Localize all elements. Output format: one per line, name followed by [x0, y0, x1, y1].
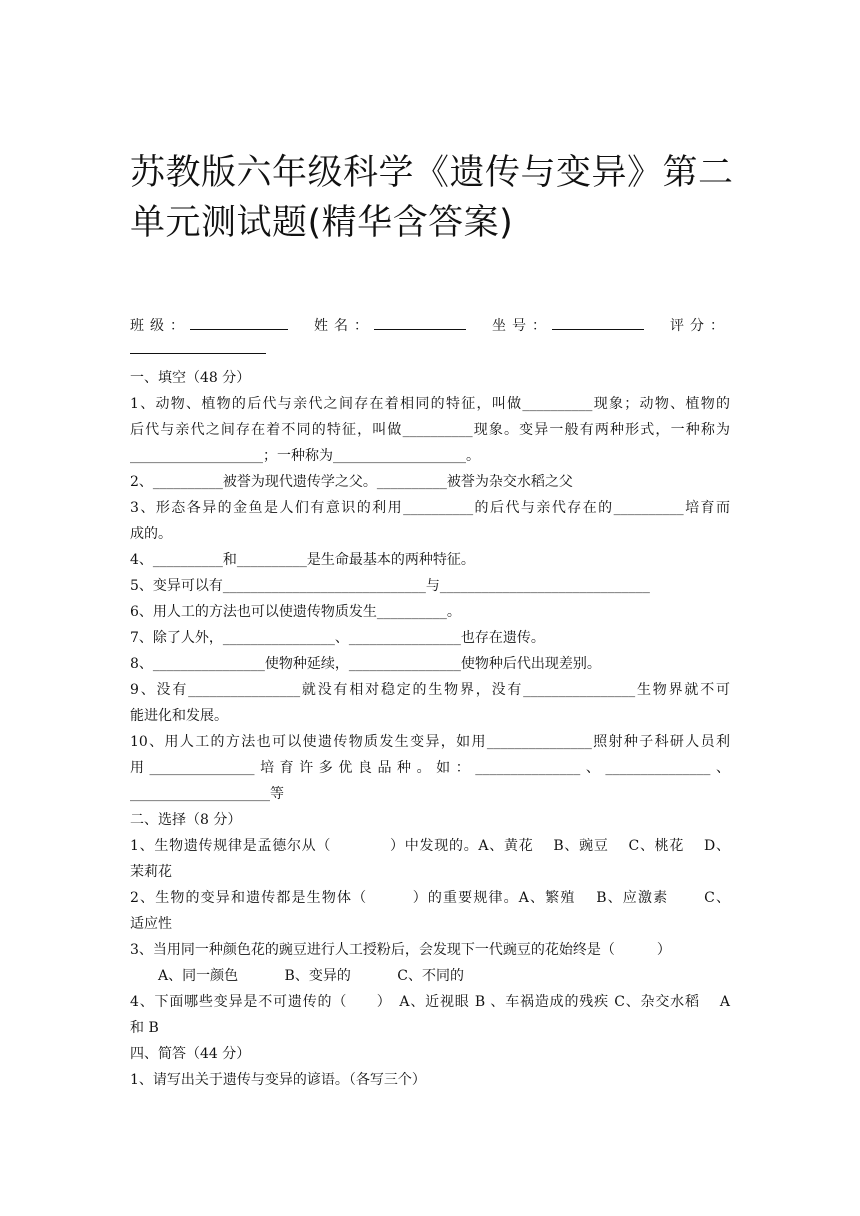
fill-q3-line2: 成的。: [130, 526, 172, 542]
class-field: [130, 313, 288, 339]
choice-q1-line2: 茉莉花: [130, 864, 172, 880]
fill-q10-line1: 10、用人工的方法也可以使遗传物质发生变异，如用_______________照射种子科研人员利: [130, 734, 730, 750]
section-heading-short: 四、简答（44 分）: [130, 1046, 251, 1062]
fill-q5: 5、变异可以有_____________________________与______________________________: [130, 578, 650, 594]
choice-q2-line2: 适应性: [130, 916, 172, 932]
seat-field: [492, 313, 644, 339]
student-info: [130, 313, 730, 354]
fill-q2: 2、__________被誉为现代遗传学之父。__________被誉为杂交水稻之父: [130, 474, 573, 490]
fill-q8: 8、________________使物种延续，________________使物种后代出现差别。: [130, 656, 601, 672]
section-heading-choice: 二、选择（8 分）: [130, 812, 242, 828]
fill-q6: 6、用人工的方法也可以使遗传物质发生__________。: [130, 604, 461, 620]
fill-q1-line1: 1、动物、植物的后代与亲代之间存在着相同的特征，叫做__________现象；动物、植物的: [130, 396, 730, 412]
class-blank: [190, 315, 288, 330]
fill-q10-line3: ____________________等: [130, 786, 284, 802]
score-field: [670, 313, 730, 339]
class-label: 班级：: [130, 318, 190, 334]
name-blank: [374, 315, 466, 330]
title-line-2: 单元测试题(精华含答案): [130, 203, 514, 243]
choice-q4-line2: 和 B: [130, 1020, 159, 1036]
fill-q4: 4、__________和__________是生命最基本的两种特征。: [130, 552, 475, 568]
name-field: [314, 313, 466, 339]
choice-q3-options: A、同一颜色 B、变异的 C、不同的: [158, 968, 465, 984]
fill-q9-line2: 能进化和发展。: [130, 708, 228, 724]
fill-q3-line1: 3、形态各异的金鱼是人们有意识的利用__________的后代与亲代存在的__________培育而: [130, 500, 730, 516]
fill-q1-line2: 后代与亲代之间存在着不同的特征，叫做__________现象。变异一般有两种形式，一种称为: [130, 422, 730, 438]
short-q1: 1、请写出关于遗传与变异的谚语。（各写三个）: [130, 1072, 426, 1088]
section-heading-fill: 一、填空（48 分）: [130, 370, 251, 386]
choice-q4-line1: 4、下面哪些变异是不可遗传的（ ） A、近视眼 B 、车祸造成的残疾 C、杂交水稻 A: [130, 994, 730, 1010]
choice-q2-line1: 2、生物的变异和遗传都是生物体（ ）的重要规律。A、繁殖 B、应激素 C、: [130, 890, 730, 906]
exam-body: [130, 365, 730, 1093]
name-label: 姓名：: [314, 318, 374, 334]
choice-q3-line1: 3、当用同一种颜色花的豌豆进行人工授粉后，会发现下一代豌豆的花始终是（ ）: [130, 942, 671, 958]
seat-blank: [552, 315, 644, 330]
title-line-1: 苏教版六年级科学《遗传与变异》第二: [130, 153, 734, 193]
fill-q9-line1: 9、没有________________就没有相对稳定的生物界，没有________________生物界就不可: [130, 682, 730, 698]
fill-q10-line2: 用_______________培育许多优良品种。如：_______________、_______________、: [130, 760, 730, 776]
document-title: [130, 148, 750, 248]
choice-q1-line1: 1、生物遗传规律是孟德尔从（ ）中发现的。A、黄花 B、豌豆 C、桃花 D、: [130, 838, 730, 854]
fill-q7: 7、除了人外，________________、________________也存在遗传。: [130, 630, 545, 646]
score-blank: [130, 339, 266, 354]
seat-label: 坐号：: [492, 318, 552, 334]
fill-q1-line3: ___________________；一种称为___________________。: [130, 448, 480, 464]
score-label: 评分：: [670, 318, 730, 334]
